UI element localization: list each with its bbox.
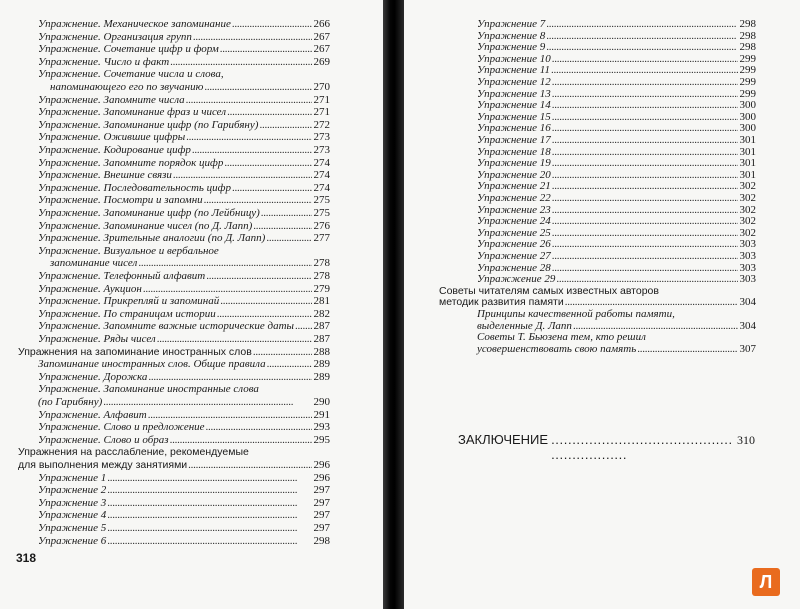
toc-entry-title: Упражнение 20 xyxy=(477,168,551,181)
toc-entry xyxy=(477,250,756,262)
dot-leader xyxy=(259,119,311,131)
toc-entry-title: Упражнение 26 xyxy=(477,238,551,251)
toc-entry-title: Упражнение 7 xyxy=(477,18,546,30)
toc-entry-page: 295 xyxy=(313,433,330,446)
toc-entry-page: 290 xyxy=(313,396,330,408)
dot-leader xyxy=(552,134,738,146)
toc-entry xyxy=(38,283,330,295)
book-gutter xyxy=(383,0,404,609)
toc-entry-page: 287 xyxy=(313,320,330,333)
toc-entry-title: Упражнение 13 xyxy=(477,87,551,100)
dot-leader xyxy=(266,232,311,244)
toc-entry-title: Упражнение 22 xyxy=(477,192,551,204)
toc-entry-page: 299 xyxy=(739,76,756,88)
toc-entry-title: Упражнение 3 xyxy=(38,496,107,509)
toc-entry-page: 269 xyxy=(313,55,330,68)
toc-entry-title: Упражнение. Организация групп xyxy=(38,30,192,43)
toc-entry-page: 274 xyxy=(313,156,330,169)
toc-entry-title: Упражнение. Число и факт xyxy=(38,55,170,68)
dot-leader xyxy=(552,157,738,169)
toc-entry-page: 301 xyxy=(739,168,756,181)
toc-entry-page: 297 xyxy=(313,496,330,509)
dot-leader xyxy=(188,459,311,471)
toc-entry-page: 301 xyxy=(739,145,756,158)
toc-entry-title: Упражнение 24 xyxy=(477,215,551,228)
toc-entry-title: Упражнение. Посмотри и запомни xyxy=(38,194,203,207)
toc-entry xyxy=(38,31,330,43)
dot-leader xyxy=(170,56,311,68)
toc-entry-title: Советы читателям самых известных авторов xyxy=(439,284,659,297)
dot-leader xyxy=(546,18,737,30)
dot-leader xyxy=(552,262,738,274)
toc-entry-title: Упражнение 1 xyxy=(38,471,107,484)
toc-entry-page: 270 xyxy=(313,81,330,93)
toc-entry xyxy=(38,421,330,433)
toc-entry-page: 297 xyxy=(313,484,330,497)
toc-entry-title: Упражнение 19 xyxy=(477,157,551,170)
toc-entry xyxy=(477,76,756,88)
toc-entry xyxy=(50,81,330,93)
toc-entry-page: 293 xyxy=(313,421,330,434)
toc-entry-title: Упражнение. По страницам истории xyxy=(38,307,216,320)
dot-leader xyxy=(232,182,312,194)
dot-leader xyxy=(107,522,311,534)
toc-entry-title: усовершенствовать свою память xyxy=(477,342,637,355)
toc-entry-title: Упражнение 4 xyxy=(38,509,107,522)
toc-entry xyxy=(477,192,756,204)
toc-entry xyxy=(38,232,330,244)
right-page xyxy=(404,0,800,609)
toc-entry xyxy=(38,270,330,282)
toc-entry-title: Упражнение. Внешние связи xyxy=(38,169,172,182)
toc-entry-title: Упражнение 21 xyxy=(477,180,551,193)
toc-entry-page: 298 xyxy=(739,41,756,54)
toc-entry xyxy=(38,106,330,118)
dot-leader xyxy=(552,169,738,181)
toc-entry-title: Упражнение. Кодирование цифр xyxy=(38,144,191,156)
toc-entry-page: 287 xyxy=(313,333,330,345)
toc-entry xyxy=(38,119,330,131)
dot-leader xyxy=(232,18,312,30)
toc-entry xyxy=(38,484,330,496)
toc-entry-title: Упражнение. Запоминание фраз и чисел xyxy=(38,106,227,119)
dot-leader xyxy=(295,320,312,332)
toc-entry-title: Упражнение. Запоминание чисел (по Д. Лапп) xyxy=(38,219,253,232)
dot-leader xyxy=(637,343,737,355)
dot-leader xyxy=(220,295,311,307)
toc-entry-title: Упражнения на расслабление, рекомендуемые xyxy=(18,446,249,459)
toc-entry xyxy=(477,169,756,181)
toc-entry-page: 303 xyxy=(739,273,756,286)
dot-leader xyxy=(192,144,312,156)
toc-entry-page: 298 xyxy=(739,18,756,30)
toc-entry-title: Упражнение. Последовательность цифр xyxy=(38,181,231,194)
toc-entry-page: 302 xyxy=(739,215,756,228)
toc-entry-page: 291 xyxy=(313,408,330,421)
toc-entry-title: Упражнение 17 xyxy=(477,134,551,146)
toc-entry xyxy=(38,207,330,219)
toc-entry xyxy=(38,295,330,307)
toc-entry-title: Упражнение 10 xyxy=(477,52,551,65)
toc-entry-title: Упражнение 15 xyxy=(477,110,551,123)
dot-leader xyxy=(186,94,312,106)
toc-entry-page: 296 xyxy=(313,471,330,484)
dot-leader xyxy=(107,484,311,496)
toc-entry-title: Советы Т. Бьюзена тем, кто решил xyxy=(477,331,646,344)
toc-entry xyxy=(38,43,330,55)
dot-leader xyxy=(206,421,312,433)
dot-leader xyxy=(148,409,312,421)
toc-entry-title: Упражнение. Слово и предложение xyxy=(38,421,205,434)
toc-entry-page: 302 xyxy=(739,192,756,204)
toc-entry-page: 274 xyxy=(313,181,330,194)
dot-leader xyxy=(546,41,737,53)
toc-entry xyxy=(477,308,756,320)
toc-entry-page: 302 xyxy=(739,180,756,193)
toc-entry xyxy=(38,245,330,257)
toc-entry-title: запоминание чисел xyxy=(50,257,138,270)
dot-leader xyxy=(552,227,738,239)
toc-entry-page: 276 xyxy=(313,219,330,232)
toc-entry xyxy=(477,238,756,250)
toc-entry xyxy=(439,285,756,297)
dot-leader xyxy=(556,273,737,285)
toc-entry-title: Упражнение. Прикрепляй и запоминай xyxy=(38,295,220,308)
toc-entry xyxy=(477,262,756,274)
dot-leader xyxy=(193,31,312,43)
dot-leader xyxy=(552,146,738,158)
toc-entry-page: 298 xyxy=(313,534,330,547)
toc-entry-title: Упражнение 5 xyxy=(38,522,107,534)
toc-entry-page: 282 xyxy=(313,307,330,320)
toc-entry xyxy=(18,446,330,458)
dot-leader xyxy=(204,194,312,206)
toc-entry xyxy=(477,273,756,285)
toc-entry xyxy=(38,144,330,156)
toc-entry xyxy=(18,459,330,471)
toc-entry xyxy=(38,56,330,68)
toc-entry-title: Упражнение. Дорожка xyxy=(38,370,148,383)
toc-entry-page: 288 xyxy=(313,345,330,358)
dot-leader xyxy=(107,472,311,484)
toc-entry xyxy=(38,157,330,169)
toc-entry-page: 275 xyxy=(313,194,330,207)
toc-entry xyxy=(38,396,330,408)
toc-entry-title: Упражнение. Сочетание цифр и форм xyxy=(38,43,219,56)
toc-entry xyxy=(477,30,756,42)
toc-entry-page: 307 xyxy=(739,342,756,355)
toc-entry-title: Упражнение 2 xyxy=(38,484,107,497)
toc-entry-title: методик развития памяти xyxy=(439,296,564,309)
toc-entry xyxy=(477,204,756,216)
toc-entry-title: Упражнение. Ряды чисел xyxy=(38,333,156,345)
toc-entry xyxy=(38,409,330,421)
toc-entry-title: Упражнение. Визуальное и вербальное xyxy=(38,244,219,257)
dot-leader xyxy=(552,53,738,65)
toc-entry-page: 300 xyxy=(739,99,756,112)
dot-leader xyxy=(552,238,738,250)
toc-entry-page: 277 xyxy=(313,232,330,245)
toc-entry xyxy=(477,331,756,343)
toc-entry-title: Упражнение. Запомните порядок цифр xyxy=(38,156,224,169)
toc-entry-page: 298 xyxy=(739,29,756,42)
dot-leader xyxy=(186,131,311,143)
toc-entry-title: Упражнение. Аукцион xyxy=(38,282,142,295)
dot-leader xyxy=(143,283,312,295)
toc-entry-title: Упражнение. Механическое запоминание xyxy=(38,18,231,30)
toc-entry xyxy=(38,68,330,80)
toc-entry-title: Упражнение 6 xyxy=(38,534,107,547)
toc-entry-title: Упражнение 16 xyxy=(477,122,551,135)
toc-entry-page: 275 xyxy=(313,207,330,219)
toc-entry xyxy=(38,169,330,181)
toc-entry-title: для выполнения между занятиями xyxy=(18,459,188,471)
toc-entry xyxy=(38,320,330,332)
toc-entry xyxy=(38,358,330,370)
dot-leader xyxy=(107,535,311,547)
toc-entry xyxy=(477,53,756,65)
dot-leader xyxy=(173,169,312,181)
dot-leader xyxy=(227,106,311,118)
toc-entry-title: Упражнение. Запоминание иностранные слова xyxy=(38,383,259,396)
toc-entry-title: Упражнение. Запомните числа xyxy=(38,93,185,106)
toc-entry-page: 299 xyxy=(739,64,756,77)
dot-leader xyxy=(552,204,738,216)
toc-entry xyxy=(477,88,756,100)
toc-entry-page: 278 xyxy=(313,270,330,282)
dot-leader xyxy=(551,64,738,76)
toc-entry-page: 299 xyxy=(739,87,756,100)
toc-entry-title: Упражнение. Запоминание цифр (по Лейбницу) xyxy=(38,207,260,219)
toc-entry-title: Упражнение. Телефонный алфавит xyxy=(38,270,206,282)
dot-leader xyxy=(552,122,738,134)
toc-entry-page: 303 xyxy=(739,261,756,274)
toc-entry-page: 304 xyxy=(739,296,756,309)
dot-leader xyxy=(220,43,312,55)
toc-entry-page: 301 xyxy=(739,157,756,170)
toc-entry-title: (по Гарибяну) xyxy=(38,396,103,408)
dot-leader xyxy=(552,99,738,111)
toc-entry-title: Упражнения на запоминание иностранных слов xyxy=(18,345,252,358)
toc-entry xyxy=(38,131,330,143)
dot-leader xyxy=(552,111,738,123)
toc-entry-title: Упражнение 25 xyxy=(477,226,551,239)
dot-leader xyxy=(206,270,311,282)
toc-entry-page: 272 xyxy=(313,118,330,131)
toc-entry xyxy=(38,522,330,534)
toc-entry-page: 279 xyxy=(313,282,330,295)
toc-entry-title: напоминающего его по звучанию xyxy=(50,81,204,93)
toc-entry xyxy=(477,111,756,123)
dot-leader xyxy=(261,207,312,219)
toc-entry-page: 303 xyxy=(739,238,756,251)
toc-entry-title: Упражнение. Запомните важные исторические даты xyxy=(38,320,294,333)
toc-entry-title: Упражнение 18 xyxy=(477,145,551,158)
toc-entry-title: Упражнение 27 xyxy=(477,250,551,262)
toc-entry-page: 304 xyxy=(739,319,756,332)
toc-entry-title: Упражнение 12 xyxy=(477,76,551,88)
toc-entry-conclusion xyxy=(458,432,755,448)
dot-leader xyxy=(552,88,738,100)
dot-leader xyxy=(107,497,311,509)
toc-entry-title: Упражнение. Запоминание цифр (по Гарибяну) xyxy=(38,118,259,131)
toc-entry-title: Упражнение 28 xyxy=(477,261,551,274)
toc-entry xyxy=(18,346,330,358)
toc-entry-page: 278 xyxy=(313,257,330,270)
dot-leader xyxy=(217,308,312,320)
toc-entry-title: Упражнение. Ожившие цифры xyxy=(38,131,186,144)
toc-entry-page: 301 xyxy=(739,134,756,146)
toc-entry-page: 274 xyxy=(313,169,330,182)
toc-entry-title: Упражнение 9 xyxy=(477,41,546,54)
toc-entry xyxy=(38,220,330,232)
logo-glyph: Л xyxy=(759,572,773,592)
toc-entry xyxy=(38,94,330,106)
dot-leader xyxy=(552,180,738,192)
toc-entry xyxy=(477,227,756,239)
toc-entry-title: Упражнение. Алфавит xyxy=(38,408,147,421)
toc-entry-page: 300 xyxy=(739,110,756,123)
dot-leader xyxy=(170,434,312,446)
dot-leader xyxy=(552,76,738,88)
dot-leader xyxy=(565,296,738,308)
toc-entry-page: 273 xyxy=(313,131,330,144)
toc-entry-page: 296 xyxy=(313,459,330,471)
toc-entry xyxy=(38,182,330,194)
dot-leader xyxy=(148,371,311,383)
toc-entry xyxy=(38,509,330,521)
dot-leader xyxy=(138,257,311,269)
toc-entry-page: 299 xyxy=(739,52,756,65)
toc-entry-title: Упражнение 11 xyxy=(477,64,550,77)
dot-leader xyxy=(204,81,311,93)
page-number: 318 xyxy=(16,551,37,565)
toc-entry-page: 303 xyxy=(739,250,756,262)
dot-leader xyxy=(224,157,311,169)
toc-entry-title: Запоминание иностранных слов. Общие правила xyxy=(38,358,266,371)
toc-entry xyxy=(477,180,756,192)
toc-entry-title: Упражнение 8 xyxy=(477,29,546,42)
conclusion-title: ЗАКЛЮЧЕНИЕ xyxy=(458,432,549,447)
toc-entry-page: 271 xyxy=(313,106,330,119)
toc-entry xyxy=(477,146,756,158)
toc-entry-page: 273 xyxy=(313,144,330,156)
toc-entry-title: выделенные Д. Лапп xyxy=(477,319,572,332)
toc-entry xyxy=(38,371,330,383)
toc-entry-page: 266 xyxy=(313,18,330,30)
dot-leader xyxy=(103,396,311,408)
toc-entry-title: Упражнение 23 xyxy=(477,203,551,216)
toc-entry-title: Упражнение 14 xyxy=(477,99,551,112)
dot-leader xyxy=(267,358,312,370)
dot-leader xyxy=(552,250,738,262)
dot-leader xyxy=(157,333,312,345)
toc-entry-page: 267 xyxy=(313,43,330,56)
toc-entry xyxy=(38,434,330,446)
toc-entry xyxy=(38,497,330,509)
toc-entry-title: Упражнение. Слово и образ xyxy=(38,433,169,446)
toc-entry xyxy=(477,320,756,332)
toc-entry-page: 271 xyxy=(313,93,330,106)
dot-leader xyxy=(551,432,734,462)
toc-entry xyxy=(477,343,756,355)
toc-entry xyxy=(439,296,756,308)
toc-entry-page: 289 xyxy=(313,370,330,383)
toc-entry xyxy=(38,308,330,320)
toc-entry xyxy=(477,99,756,111)
toc-entry-page: 302 xyxy=(739,203,756,216)
toc-entry-title: Упражнение. Сочетание числа и слова, xyxy=(38,68,224,81)
toc-entry xyxy=(38,535,330,547)
conclusion-page: 310 xyxy=(737,433,755,447)
toc-entry xyxy=(38,333,330,345)
toc-entry xyxy=(477,122,756,134)
dot-leader xyxy=(552,215,738,227)
dot-leader xyxy=(253,346,312,358)
toc-entry-page: 289 xyxy=(313,358,330,371)
toc-entry-title: Упражнение. Зрительные аналогии (по Д. Лапп) xyxy=(38,232,266,245)
dot-leader xyxy=(552,192,738,204)
toc-entry-page: 297 xyxy=(313,509,330,522)
toc-entry-title: Принципы качественной работы памяти, xyxy=(477,308,675,320)
toc-entry xyxy=(38,472,330,484)
toc-entry xyxy=(50,257,330,269)
toc-entry xyxy=(477,134,756,146)
dot-leader xyxy=(546,30,737,42)
toc-entry-page: 300 xyxy=(739,122,756,135)
toc-entry-page: 267 xyxy=(313,30,330,43)
dot-leader xyxy=(107,509,311,521)
toc-entry xyxy=(477,215,756,227)
toc-entry xyxy=(477,157,756,169)
toc-entry-title: Упражжение 29 xyxy=(477,273,556,286)
left-page xyxy=(0,0,383,609)
toc-entry-page: 302 xyxy=(739,226,756,239)
toc-entry xyxy=(38,18,330,30)
dot-leader xyxy=(573,320,738,332)
toc-entry-page: 281 xyxy=(313,295,330,308)
toc-entry xyxy=(38,194,330,206)
toc-entry-page: 297 xyxy=(313,522,330,534)
dot-leader xyxy=(253,220,311,232)
toc-entry xyxy=(477,64,756,76)
labirint-logo-icon xyxy=(752,568,780,596)
toc-entry xyxy=(477,41,756,53)
toc-entry xyxy=(477,18,756,30)
toc-entry xyxy=(38,383,330,395)
